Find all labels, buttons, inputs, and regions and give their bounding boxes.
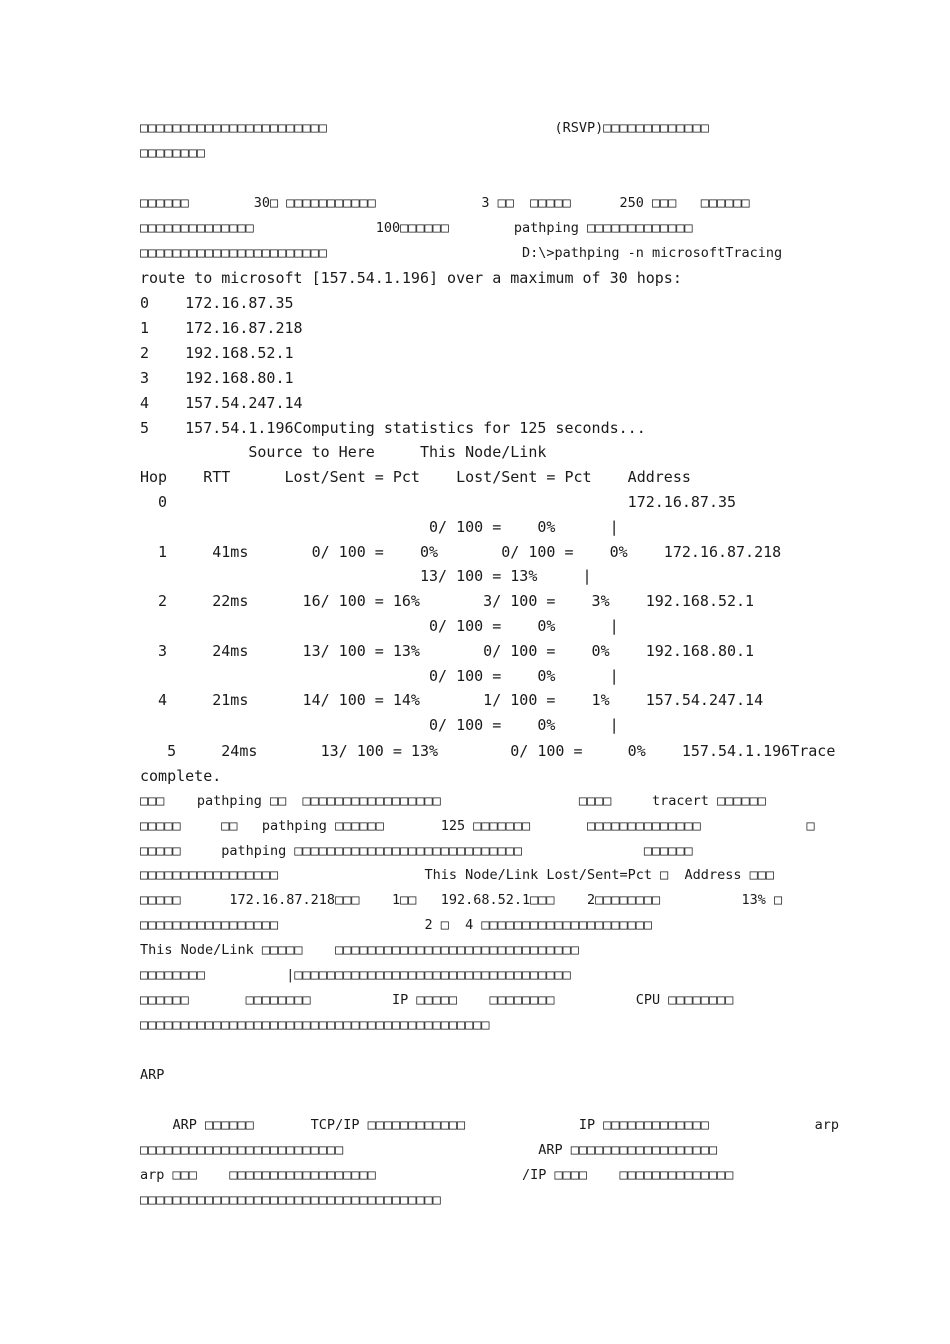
text-line: □□□□□□ □□□□□□□□ IP □□□□□ □□□□□□□□ CPU □□□□□□□□	[140, 992, 734, 1008]
text-line: □□□□□□ 30□ □□□□□□□□□□□ 3 □□ □□□□□ 250 □□□ □□□□□□	[140, 195, 750, 211]
code-line: 0/ 100 = 0% |	[140, 667, 619, 685]
code-line: Hop RTT Lost/Sent = Pct Lost/Sent = Pct Address	[140, 468, 691, 486]
text-line: □□□□□□□□□□□□□□□□□□□□□□□ (RSVP)□□□□□□□□□□□□□	[140, 120, 709, 136]
text-line: □□□ pathping □□ □□□□□□□□□□□□□□□□□ □□□□ tracert □□□□□□	[140, 793, 766, 809]
code-line: 1 172.16.87.218	[140, 319, 303, 337]
code-line: complete.	[140, 767, 222, 785]
code-line: 5 24ms 13/ 100 = 13% 0/ 100 = 0% 157.54.1.196Trace	[140, 742, 836, 760]
code-line: 5 157.54.1.196Computing statistics for 125 seconds...	[140, 419, 646, 437]
text-line: □□□□□□□□□□□□□□□□□□□□□□□□□ ARP □□□□□□□□□□□□□□□□□□	[140, 1142, 718, 1158]
text-line: ARP □□□□□□ TCP/IP □□□□□□□□□□□□ IP □□□□□□□□□□□□□ arp	[140, 1117, 839, 1133]
text-line: This Node/Link □□□□□ □□□□□□□□□□□□□□□□□□□□□□□□□□□□□□	[140, 942, 579, 958]
code-line: 3 192.168.80.1	[140, 369, 294, 387]
text-line: □□□□□□□□□□□□□□□□□□□□□□□ D:\>pathping -n microsoftTracing	[140, 245, 783, 261]
code-line: 0/ 100 = 0% |	[140, 518, 619, 536]
code-line: 2 22ms 16/ 100 = 16% 3/ 100 = 3% 192.168.52.1	[140, 592, 755, 610]
code-line: 3 24ms 13/ 100 = 13% 0/ 100 = 0% 192.168.80.1	[140, 642, 755, 660]
text-line: □□□□□ □□ pathping □□□□□□ 125 □□□□□□□ □□□□□□□□□□□□□□ □	[140, 818, 815, 834]
code-line: 13/ 100 = 13% |	[140, 567, 592, 585]
section-heading: ARP	[140, 1067, 165, 1083]
code-line: 0/ 100 = 0% |	[140, 617, 619, 635]
code-line: 2 192.168.52.1	[140, 344, 294, 362]
code-line: Source to Here This Node/Link	[140, 443, 547, 461]
code-line: 0 172.16.87.35	[140, 294, 294, 312]
code-line: route to microsoft [157.54.1.196] over a maximum of 30 hops:	[140, 269, 682, 287]
code-line: 0/ 100 = 0% |	[140, 716, 619, 734]
code-line: 4 157.54.247.14	[140, 394, 303, 412]
code-line: 4 21ms 14/ 100 = 14% 1/ 100 = 1% 157.54.247.14	[140, 691, 764, 709]
text-line: □□□□□ pathping □□□□□□□□□□□□□□□□□□□□□□□□□□□□ □□□□□□	[140, 843, 693, 859]
text-line: □□□□□□□□	[140, 145, 206, 161]
text-line: □□□□□□□□□□□□□□ 100□□□□□□ pathping □□□□□□□□□□□□□	[140, 220, 693, 236]
text-line: □□□□□□□□□□□□□□□□□ 2 □ 4 □□□□□□□□□□□□□□□□□□□□□	[140, 917, 653, 933]
text-line: □□□□□□□□□□□□□□□□□□□□□□□□□□□□□□□□□□□□□□□□□□□	[140, 1017, 490, 1033]
text-line: arp □□□ □□□□□□□□□□□□□□□□□□ /IP □□□□ □□□□□□□□□□□□□□	[140, 1167, 734, 1183]
code-line: 1 41ms 0/ 100 = 0% 0/ 100 = 0% 172.16.87.218	[140, 543, 782, 561]
text-line: □□□□□□□□□□□□□□□□□□□□□□□□□□□□□□□□□□□□□	[140, 1192, 441, 1208]
text-line: □□□□□□□□□□□□□□□□□ This Node/Link Lost/Sent=Pct □ Address □□□	[140, 867, 774, 883]
code-line: 0 172.16.87.35	[140, 493, 737, 511]
text-line: □□□□□□□□ |□□□□□□□□□□□□□□□□□□□□□□□□□□□□□□□□□□	[140, 967, 571, 983]
text-line: □□□□□ 172.16.87.218□□□ 1□□ 192.68.52.1□□□ 2□□□□□□□□ 13% □	[140, 892, 783, 908]
